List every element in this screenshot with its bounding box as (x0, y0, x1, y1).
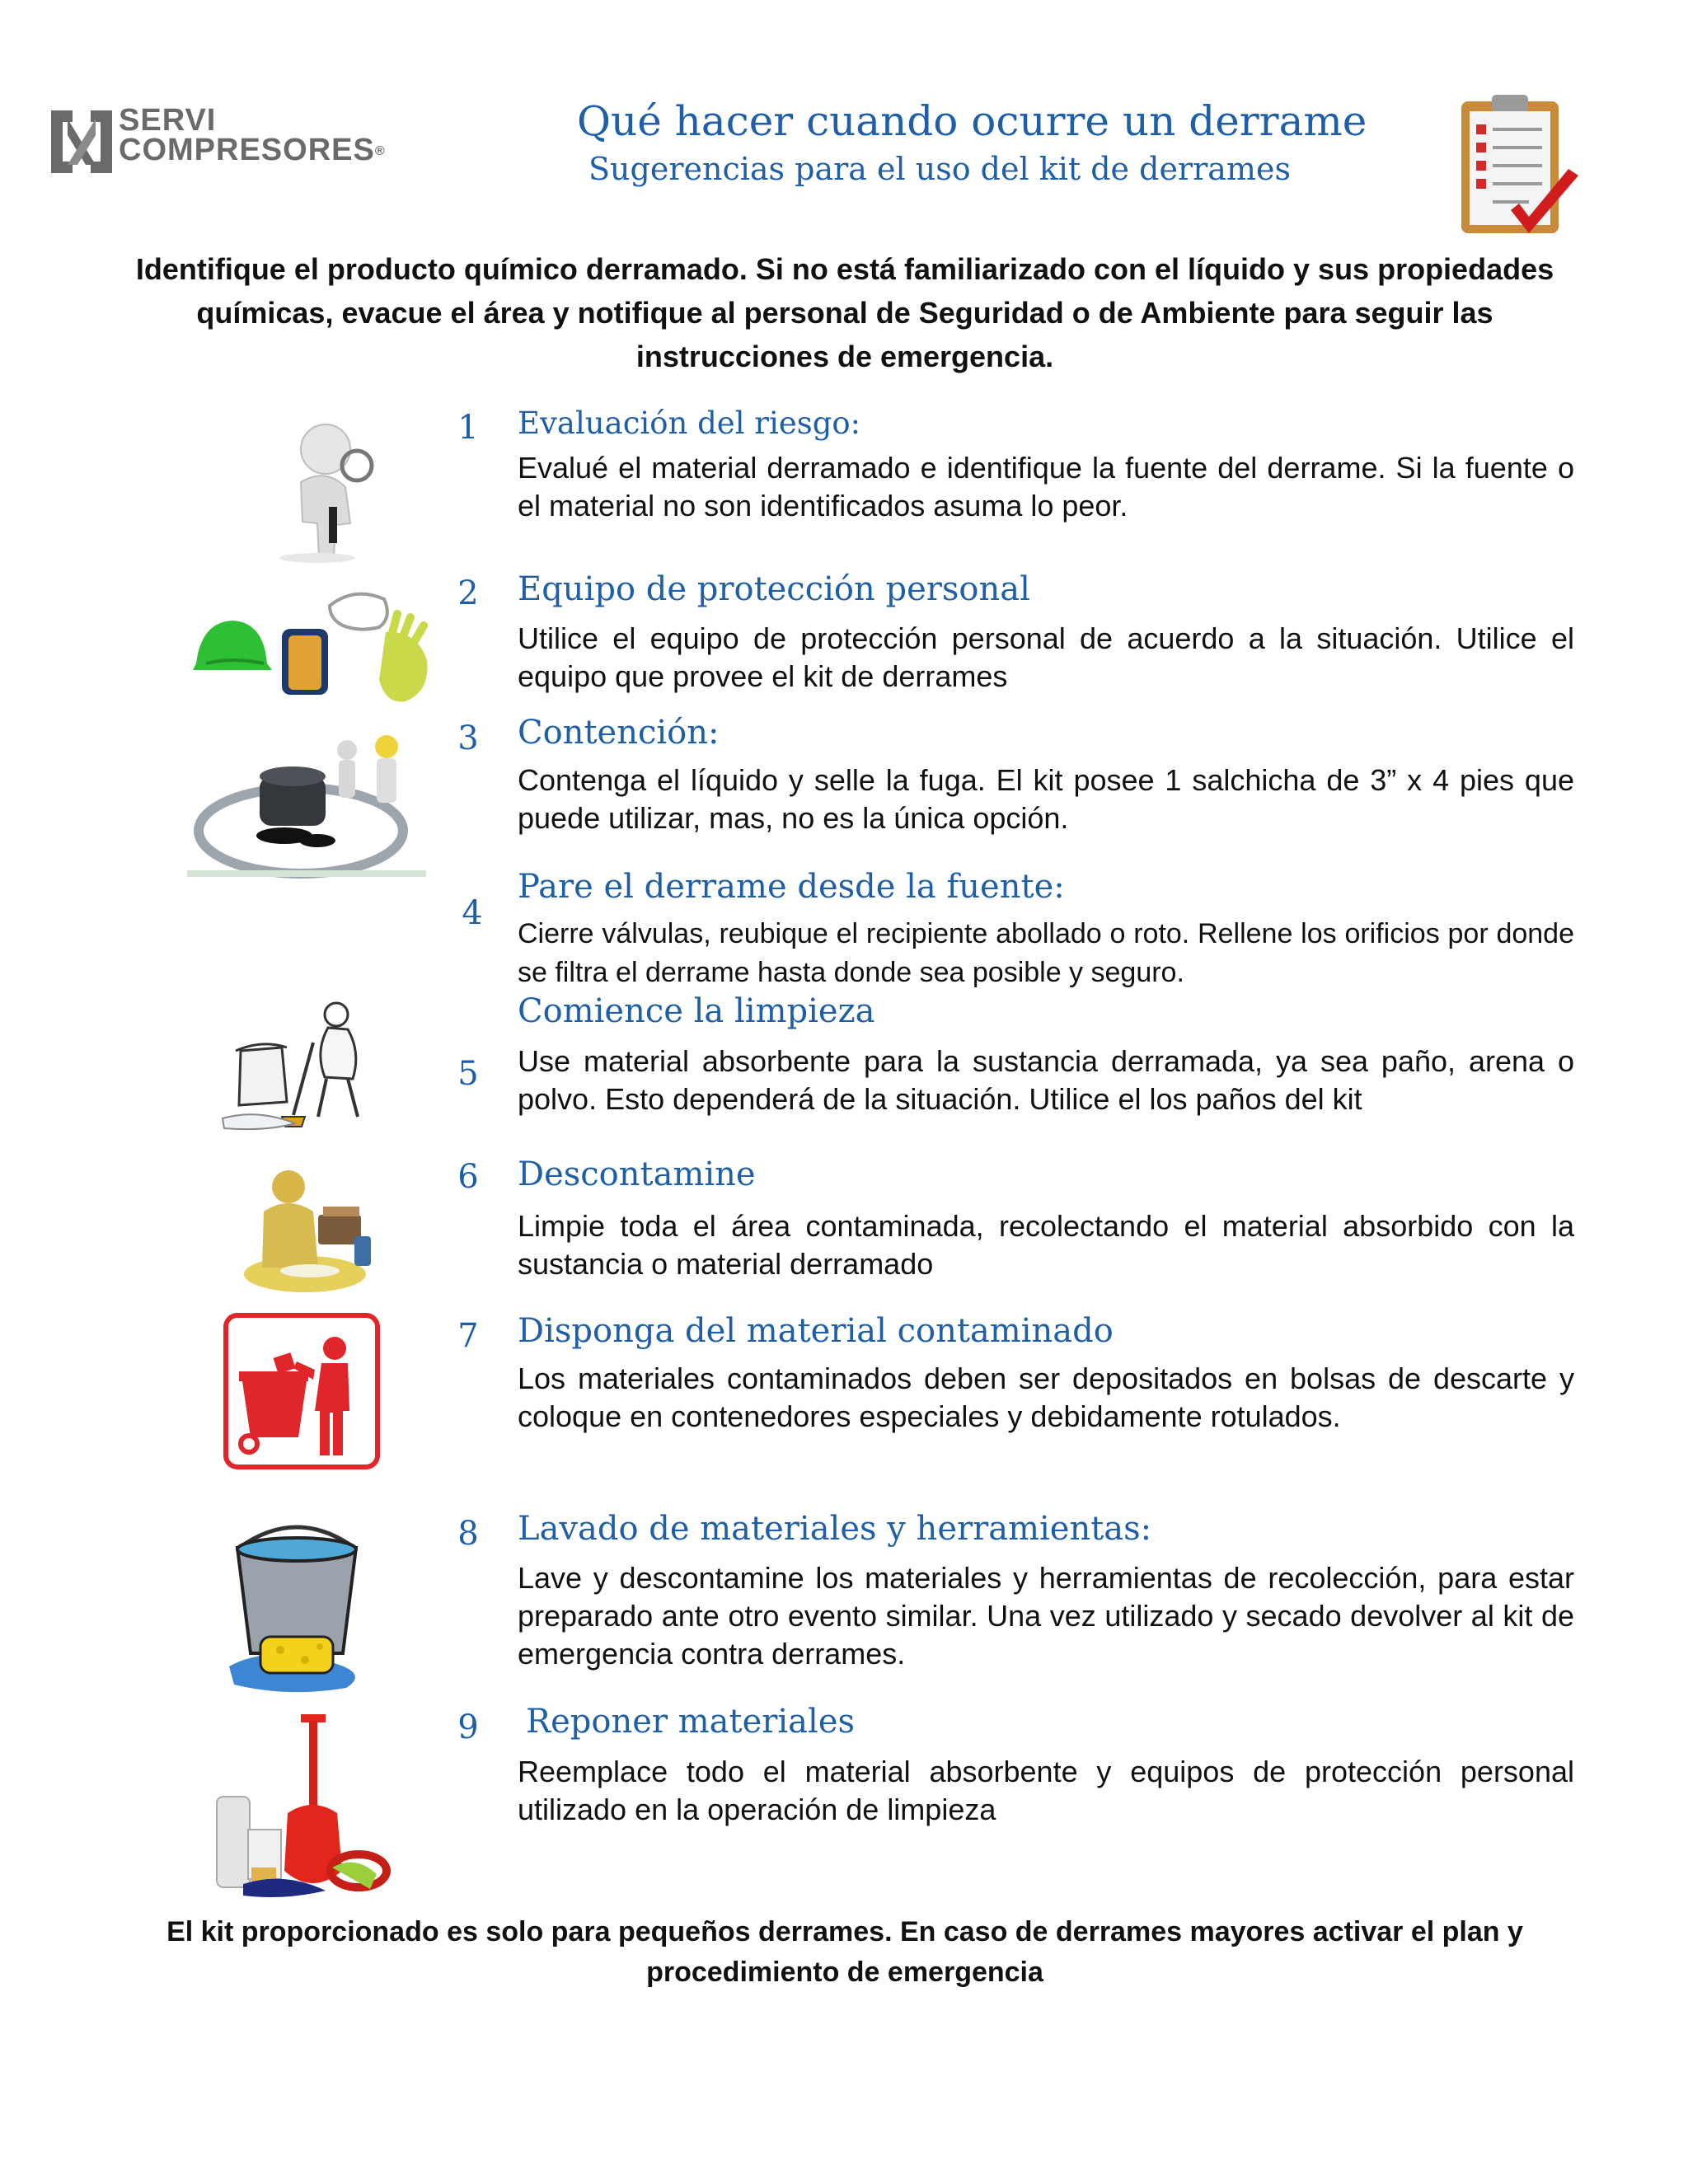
registered-mark: ® (374, 143, 386, 158)
step-6-body: Limpie toda el área contaminada, recolectando el material absorbido con la sustancia o material derramado (518, 1209, 1574, 1281)
step-2-number: 2 (457, 574, 479, 612)
step-9-body: Reemplace todo el material absorbente y equipos de protección personal utilizado en la operación de limpieza (518, 1755, 1574, 1826)
step-9-number: 9 (457, 1708, 479, 1746)
bucket-sponge-icon (223, 1515, 379, 1696)
person-cleaning-spill-icon (216, 993, 393, 1133)
logo-line-1: SERVI (119, 103, 217, 138)
step-4-body: Cierre válvulas, reubique el recipiente abollado o roto. Rellene los orificios por donde se filtra el derrame hasta donde sea posible y seguro. (518, 918, 1574, 988)
step-4-number: 4 (462, 894, 483, 932)
step-3-body: Contenga el líquido y selle la fuga. El kit posee 1 salchicha de 3” x 4 pies que puede utilizar, mas, no es la única opción. (518, 763, 1574, 835)
step-2-title: Equipo de protección personal (518, 570, 1030, 608)
step-1-title: Evaluación del riesgo: (518, 405, 861, 441)
spill-containment-boom-icon (185, 725, 429, 882)
step-7-body: Los materiales contaminados deben ser depositados en bolsas de descarte y coloque en contenedores especiales y debidamente rotulados. (518, 1361, 1574, 1433)
logo-line-2: COMPRESORES® (119, 133, 386, 167)
spill-kit-supplies-icon (210, 1706, 408, 1904)
page-title: Qué hacer cuando ocurre un derrame (577, 97, 1367, 145)
step-5-number: 5 (457, 1055, 479, 1093)
step-6-number: 6 (457, 1158, 479, 1196)
closing-note: El kit proporcionado es solo para pequeños derrames. En caso de derrames mayores activar el plan y procedimiento de emergencia (166, 1916, 1523, 1988)
step-5-body: Use material absorbente para la sustancia derramada, ya sea paño, arena o polvo. Esto dependerá de la situación. Utilice el los paños del kit (518, 1044, 1574, 1116)
clipboard-checklist-icon (1447, 87, 1587, 243)
step-4-title: Pare el derrame desde la fuente: (518, 868, 1065, 906)
step-2-body: Utilice el equipo de protección personal de acuerdo a la situación. Utilice el equipo que provee el kit de derrames (518, 621, 1574, 693)
intro-text: Identifique el producto químico derramado. Si no está familiarizado con el líquido y sus propiedades químicas, evacue el área y notifique al personal de Seguridad o de Ambiente para seguir las instrucciones de emergencia. (135, 252, 1554, 373)
waste-disposal-sign-icon (223, 1312, 381, 1470)
step-6-title: Descontamine (518, 1155, 756, 1193)
page-subtitle: Sugerencias para el uso del kit de derrames (588, 151, 1291, 187)
company-logo (48, 105, 419, 180)
step-8-body: Lave y descontamine los materiales y herramientas de recolección, para estar preparado ante otro evento similar. Una vez utilizado y secado devolver al kit de emergencia contra derrames. (518, 1561, 1574, 1671)
step-1-body: Evalué el material derramado e identifique la fuente del derrame. Si la fuente o el material no son identificados asuma lo peor. (518, 451, 1574, 523)
hazmat-worker-icon (239, 1162, 379, 1298)
step-8-title: Lavado de materiales y herramientas: (518, 1510, 1152, 1548)
step-7-title: Disponga del material contaminado (518, 1312, 1114, 1350)
step-1-number: 1 (457, 409, 479, 447)
step-3-title: Contención: (518, 714, 720, 752)
step-8-number: 8 (457, 1515, 479, 1553)
step-9-title: Reponer materiales (526, 1703, 856, 1741)
ppe-equipment-icon (190, 581, 437, 713)
step-3-number: 3 (457, 719, 479, 757)
logo-mark-icon (48, 107, 115, 176)
step-7-number: 7 (457, 1317, 479, 1355)
person-magnifier-icon (260, 416, 375, 565)
step-5-title: Comience la limpieza (518, 992, 875, 1030)
